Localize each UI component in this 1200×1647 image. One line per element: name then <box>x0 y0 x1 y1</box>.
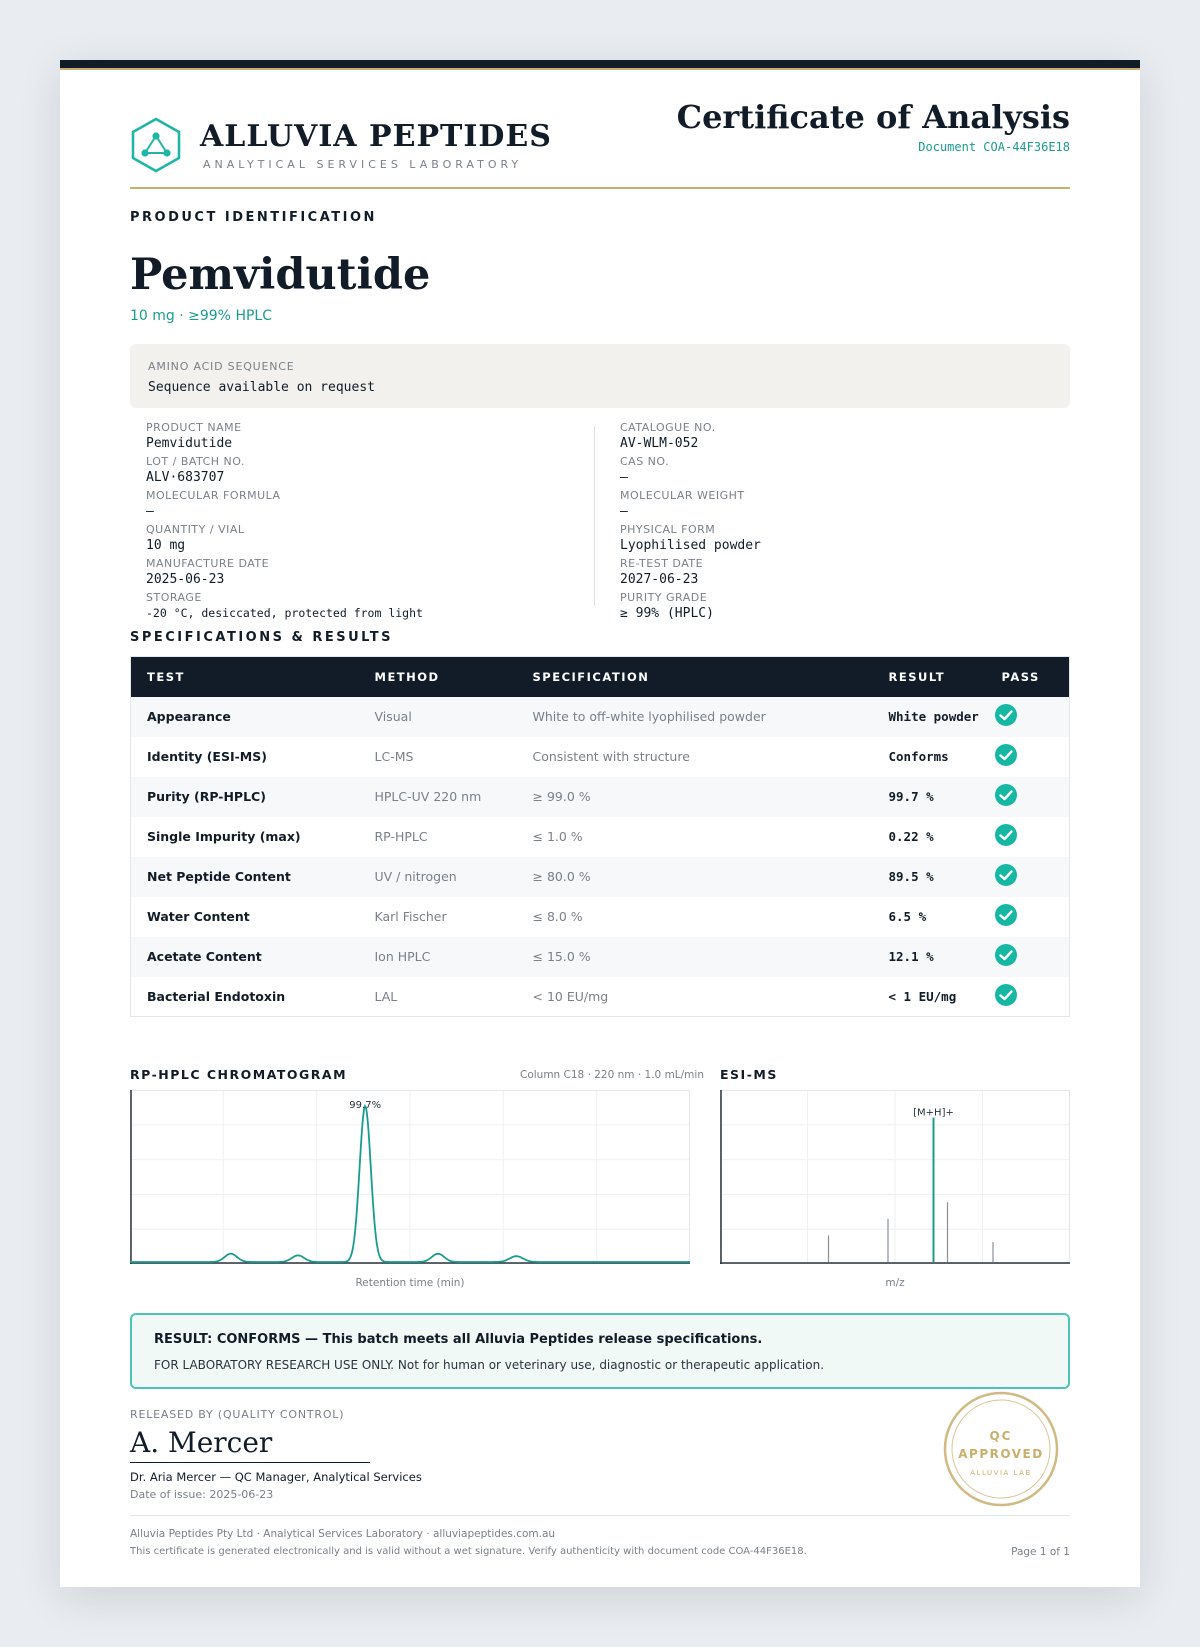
document-title: Certificate of Analysis <box>676 98 1070 136</box>
pass-check-icon <box>994 903 1018 927</box>
info-value: 2027-06-23 <box>620 572 699 587</box>
result-cell: White powder <box>873 697 986 737</box>
info-value: ALV·683707 <box>146 470 225 485</box>
result-cell: < 1 EU/mg <box>873 977 986 1017</box>
method-cell: UV / nitrogen <box>359 857 517 897</box>
info-label: MOLECULAR FORMULA <box>146 489 281 502</box>
info-label: QUANTITY / VIAL <box>146 523 245 536</box>
test-cell: Appearance <box>131 697 359 737</box>
info-label: PHYSICAL FORM <box>620 523 716 536</box>
top-accent-bar <box>60 60 1140 68</box>
hplc-chart-note: Column C18 · 220 nm · 1.0 mL/min <box>520 1069 704 1081</box>
info-label: MOLECULAR WEIGHT <box>620 489 745 502</box>
info-label: CAS NO. <box>620 455 670 468</box>
product-name: Pemvidutide <box>130 250 431 300</box>
table-header-row <box>131 657 1070 697</box>
top-gold-line <box>60 68 1140 70</box>
info-label: LOT / BATCH NO. <box>146 455 245 468</box>
info-value: Lyophilised powder <box>620 538 761 553</box>
product-identification-heading: PRODUCT IDENTIFICATION <box>130 210 377 225</box>
info-column-divider <box>594 426 595 606</box>
document-code: Document COA-44F36E18 <box>918 140 1070 154</box>
method-cell: Visual <box>359 697 517 737</box>
specification-cell: < 10 EU/mg <box>517 977 873 1017</box>
pass-check-icon <box>994 823 1018 847</box>
pass-cell <box>986 817 1070 857</box>
test-cell: Identity (ESI-MS) <box>131 737 359 777</box>
info-label: STORAGE <box>146 591 202 604</box>
table-row <box>131 817 1070 857</box>
result-cell: Conforms <box>873 737 986 777</box>
info-item <box>620 523 1060 557</box>
hplc-chromatogram-chart <box>130 1090 690 1264</box>
info-column-right <box>620 421 1060 625</box>
pass-cell <box>986 697 1070 737</box>
peak-label: 99.7% <box>349 1100 382 1111</box>
qc-approved-stamp <box>942 1390 1060 1508</box>
column-header: RESULT <box>873 657 986 697</box>
method-cell: LC-MS <box>359 737 517 777</box>
brand-subtitle: ANALYTICAL SERVICES LABORATORY <box>203 158 523 171</box>
hplc-chart-title: RP-HPLC CHROMATOGRAM <box>130 1067 348 1082</box>
info-label: PURITY GRADE <box>620 591 708 604</box>
test-cell: Water Content <box>131 897 359 937</box>
specification-cell: ≤ 15.0 % <box>517 937 873 977</box>
pass-check-icon <box>994 743 1018 767</box>
table-row <box>131 897 1070 937</box>
info-value: ≥ 99% (HPLC) <box>620 606 714 621</box>
result-cell: 99.7 % <box>873 777 986 817</box>
table-row <box>131 737 1070 777</box>
info-item <box>620 557 1060 591</box>
pass-cell <box>986 857 1070 897</box>
brand-name: ALLUVIA PEPTIDES <box>200 119 552 154</box>
test-cell: Acetate Content <box>131 937 359 977</box>
table-row <box>131 697 1070 737</box>
info-item <box>146 489 586 523</box>
info-item <box>620 421 1060 455</box>
test-cell: Bacterial Endotoxin <box>131 977 359 1017</box>
result-headline: RESULT: CONFORMS — This batch meets all Alluvia Peptides release specifications. <box>154 1332 763 1347</box>
pass-check-icon <box>994 783 1018 807</box>
sequence-label: AMINO ACID SEQUENCE <box>148 360 295 373</box>
test-cell: Net Peptide Content <box>131 857 359 897</box>
table-row <box>131 977 1070 1017</box>
specifications-table <box>130 656 1070 1017</box>
certificate-sheet <box>60 60 1140 1587</box>
info-value: — <box>620 504 628 519</box>
peak-label: [M+H]+ <box>913 1107 954 1119</box>
esi-ms-chart <box>720 1090 1070 1264</box>
footer-disclaimer: This certificate is generated electronically and is valid without a wet signature. Verify authenticity with document code COA-44F36E18. <box>130 1546 807 1557</box>
hexagon-molecule-logo-icon <box>130 116 182 174</box>
esi-chart-title: ESI-MS <box>720 1067 778 1082</box>
info-value: 10 mg <box>146 538 186 553</box>
test-cell: Single Impurity (max) <box>131 817 359 857</box>
stamp-line-3: ALLUVIA LAB <box>970 1469 1032 1477</box>
page-number: Page 1 of 1 <box>1011 1546 1070 1558</box>
signer-name: Dr. Aria Mercer — QC Manager, Analytical Services <box>130 1470 422 1484</box>
method-cell: LAL <box>359 977 517 1017</box>
pass-check-icon <box>994 943 1018 967</box>
header-divider <box>130 187 1070 189</box>
issue-date: Date of issue: 2025-06-23 <box>130 1488 274 1501</box>
test-cell: Purity (RP-HPLC) <box>131 777 359 817</box>
method-cell: HPLC-UV 220 nm <box>359 777 517 817</box>
pass-cell <box>986 737 1070 777</box>
info-label: RE-TEST DATE <box>620 557 704 570</box>
info-value: — <box>146 504 154 519</box>
info-item <box>146 421 586 455</box>
info-item <box>620 455 1060 489</box>
result-note: FOR LABORATORY RESEARCH USE ONLY. Not for human or veterinary use, diagnostic or therapeutic application. <box>154 1358 825 1372</box>
column-header: SPECIFICATION <box>517 657 873 697</box>
specification-cell: ≤ 8.0 % <box>517 897 873 937</box>
pass-check-icon <box>994 863 1018 887</box>
info-item <box>146 455 586 489</box>
specification-cell: White to off-white lyophilised powder <box>517 697 873 737</box>
method-cell: Ion HPLC <box>359 937 517 977</box>
method-cell: RP-HPLC <box>359 817 517 857</box>
info-item <box>146 557 586 591</box>
signature-line <box>130 1462 370 1463</box>
footer-divider <box>130 1515 1070 1516</box>
info-label: PRODUCT NAME <box>146 421 242 434</box>
footer-company: Alluvia Peptides Pty Ltd · Analytical Services Laboratory · alluviapeptides.com.au <box>130 1528 556 1540</box>
signature: A. Mercer <box>130 1426 273 1459</box>
method-cell: Karl Fischer <box>359 897 517 937</box>
info-value: 2025-06-23 <box>146 572 225 587</box>
pass-cell <box>986 937 1070 977</box>
table-row <box>131 937 1070 977</box>
info-item <box>620 591 1060 625</box>
pass-cell <box>986 977 1070 1017</box>
sequence-box <box>130 344 1070 408</box>
table-row <box>131 777 1070 817</box>
info-value: Pemvidutide <box>146 436 233 451</box>
brand-block <box>130 116 552 174</box>
product-subtitle: 10 mg · ≥99% HPLC <box>130 308 272 324</box>
column-header: TEST <box>131 657 359 697</box>
column-header: PASS <box>986 657 1070 697</box>
result-cell: 12.1 % <box>873 937 986 977</box>
info-item <box>146 523 586 557</box>
info-column-left <box>146 421 586 625</box>
pass-check-icon <box>994 983 1018 1007</box>
pass-cell <box>986 897 1070 937</box>
hplc-x-axis-label: Retention time (min) <box>355 1277 465 1289</box>
info-item <box>146 591 586 625</box>
released-by-label: RELEASED BY (QUALITY CONTROL) <box>130 1408 345 1421</box>
pass-cell <box>986 777 1070 817</box>
specification-cell: ≥ 99.0 % <box>517 777 873 817</box>
result-cell: 0.22 % <box>873 817 986 857</box>
info-value: — <box>620 470 628 485</box>
specifications-heading: SPECIFICATIONS & RESULTS <box>130 630 394 645</box>
specification-cell: ≤ 1.0 % <box>517 817 873 857</box>
info-value: AV-WLM-052 <box>620 436 699 451</box>
table-row <box>131 857 1070 897</box>
info-value: -20 °C, desiccated, protected from light <box>146 606 423 620</box>
result-cell: 6.5 % <box>873 897 986 937</box>
info-label: MANUFACTURE DATE <box>146 557 270 570</box>
sequence-value: Sequence available on request <box>148 380 375 395</box>
info-item <box>620 489 1060 523</box>
stamp-line-2: APPROVED <box>958 1447 1044 1461</box>
specification-cell: Consistent with structure <box>517 737 873 777</box>
specification-cell: ≥ 80.0 % <box>517 857 873 897</box>
esi-x-axis-label: m/z <box>885 1277 905 1289</box>
result-cell: 89.5 % <box>873 857 986 897</box>
result-box <box>130 1313 1070 1389</box>
info-label: CATALOGUE NO. <box>620 421 716 434</box>
stamp-line-1: QC <box>989 1429 1013 1443</box>
pass-check-icon <box>994 703 1018 727</box>
column-header: METHOD <box>359 657 517 697</box>
